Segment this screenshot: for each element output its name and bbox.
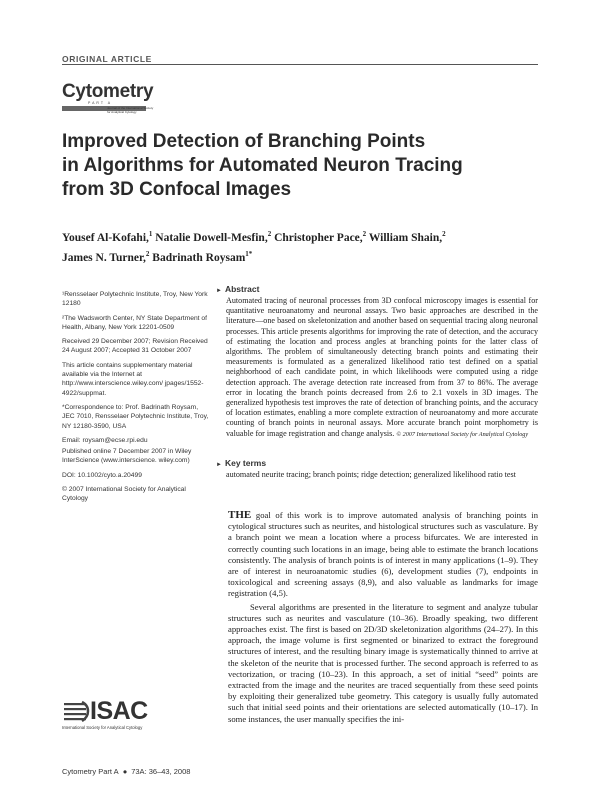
email: Email: roysam@ecse.rpi.edu xyxy=(62,436,148,444)
affiliation-1: ¹Rensselaer Polytechnic Institute, Troy, New York 12180 xyxy=(62,291,208,308)
journal-logo xyxy=(62,81,154,114)
keywords-text: automated neurite tracing; branch points; ridge detection; generalized likelihood ratio test xyxy=(226,470,516,479)
affiliation-2: ²The Wadsworth Center, NY State Department of Health, Albany, New York 12201-0509 xyxy=(62,314,207,331)
author-affiliation-mark: 2 xyxy=(145,249,150,258)
journal-name: Cytometry xyxy=(62,81,154,102)
bullet-separator-icon: ● xyxy=(122,767,128,776)
body-text xyxy=(228,510,538,727)
title-line: in Algorithms for Automated Neuron Tracing xyxy=(62,155,463,176)
drop-cap: THE xyxy=(228,509,252,521)
page-footer xyxy=(62,767,190,776)
isac-subtitle: International Society for Analytical Cytology xyxy=(62,725,143,730)
article-info-sidebar xyxy=(62,290,212,509)
received-dates: Received 29 December 2007; Revision Received 24 August 2007; Accepted 31 October 2007 xyxy=(62,338,208,355)
abstract-section xyxy=(216,284,538,440)
supplementary-note: This article contains supplementary material available via the Internet at http://www.interscience.wiley.com/ jpages/1552-4922/suppmat. xyxy=(62,361,204,397)
author-affiliation-mark: 2 xyxy=(442,230,446,238)
body-paragraph: Several algorithms are presented in the literature to segment and analyze tubular structures such as neurites and vasculature (10–36). Broadly speaking, two different approaches exist. The first is based on 2D/3D skeletonization algorithms (24–27). In this approach, the image volume is first segmented or binarized to extract the foreground structures of interest, and the resulting binary image is systematically thinned to arrive at the skeleton of the neurite that is processed further. The second approach is referred to as vectorization, or tracing (10–23). In this approach, a set of initial “seed” points are extracted from the image and the neurites are traced sequentially from these seed points by exploiting their generalized tube geometry. This category is usually fully automated such that initial seed points and their orientations are selected automatically (10–17). In some instances, the user manually specifies the ini- xyxy=(228,601,538,724)
author-name: William Shain, xyxy=(368,231,443,244)
author-affiliation-mark: 1 xyxy=(148,230,153,238)
author-list xyxy=(62,226,532,266)
author-name: Natalie Dowell-Mesfin, xyxy=(155,231,268,244)
author-affiliation-mark: 2 xyxy=(267,230,272,238)
section-label: ORIGINAL ARTICLE xyxy=(62,54,152,64)
title-line: from 3D Confocal Images xyxy=(62,179,292,200)
published-online: Published online 7 December 2007 in Wiley InterScience (www.interscience. wiley.com) xyxy=(62,448,192,465)
article-title xyxy=(62,130,532,202)
abstract-text: Automated tracing of neuronal processes from 3D confocal microscopy images is essential for quantitative neuroanatomy and neuronal assays. Two basic approaches are described in the literature—one based on skeletonization and another based on sequential tracing along neuronal processes. This article presents algorithms for improving the rate of detection, and the accuracy of estimating the location and process angles at branching points for the latter class of algorithms. The problem of simultaneously detecting branch points and estimating their measurements is formulated as a generalized likelihood ratio test defined on a spatial neighborhood of each candidate point, in which likelihoods were computed using a ridge detection approach. The average detection rate increased from from 37 to 86%. The average error in locating the branch points decreased from 2.6 to 2.1 voxels in 3D images. The generalized hypothesis test improves the rate of detection of branching points, and the accuracy of location estimates, enabling a more complete extraction of neuroanatomy and more accurate counting of branch points in neuronal assays. More accurate branch point morphometry is valuable for image registration and change analysis. © 2007 International Society for Analytical Cytology xyxy=(226,296,538,438)
keywords-section xyxy=(216,458,538,480)
sidebar-copyright: © 2007 International Society for Analytical Cytology xyxy=(62,486,186,503)
keywords-heading: ► Key terms xyxy=(216,458,267,468)
correspondence: *Correspondence to: Prof. Badrinath Roysam, JEC 7010, Rensselaer Polytechnic Institute, Troy, NY 12180-3590, USA xyxy=(62,403,209,430)
triangle-bullet-icon: ► xyxy=(216,288,222,294)
author-affiliation-mark: 1* xyxy=(245,249,253,258)
body-paragraph: THE goal of this work is to improve automated analysis of branching points in cytological structures such as neurites, and histological structures such as vasculature. By a branch point we mean a location where a process bifurcates. We are interested in correctly counting such locations in an image, being able to estimate the branch locations consistently. The analysis of branch points is of interest in many applications (1–9). They are of interest in neuroanatomic studies (6), development studies (7), endpoints in toxicological and screening assays (8,9), and also valuable as landmarks for image registration (4,5). xyxy=(228,509,538,599)
footer-journal: Cytometry Part A xyxy=(62,767,119,776)
doi: DOI: 10.1002/cyto.a.20499 xyxy=(62,471,142,479)
author-name: Christopher Pace, xyxy=(274,231,363,244)
footer-citation: 73A: 36–43, 2008 xyxy=(131,767,191,776)
isac-wordmark: ISAC xyxy=(90,697,148,725)
abstract-heading: ► Abstract xyxy=(216,284,260,294)
abstract-copyright: © 2007 International Society for Analytical Cytology xyxy=(396,430,529,438)
isac-logo xyxy=(62,697,172,730)
author-affiliation-mark: 2 xyxy=(362,230,367,238)
section-rule xyxy=(62,64,538,65)
author-name: James N. Turner, xyxy=(62,251,146,264)
triangle-bullet-icon: ► xyxy=(216,462,222,468)
journal-part: PART A xyxy=(88,101,113,105)
title-line: Improved Detection of Branching Points xyxy=(62,131,426,152)
isac-logo-mark-icon xyxy=(62,700,90,722)
journal-tagline: Journal of the International Society for Analytical Cytology xyxy=(107,106,154,114)
author-name: Yousef Al-Kofahi, xyxy=(62,231,149,244)
author-name: Badrinath Roysam xyxy=(152,251,246,264)
